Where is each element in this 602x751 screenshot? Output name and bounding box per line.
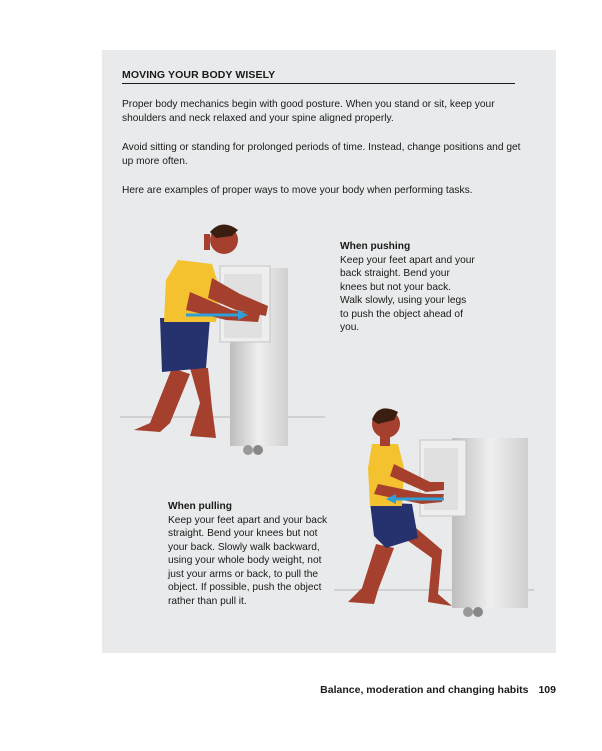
page-footer xyxy=(320,684,556,696)
pushing-text: Keep your feet apart and your back straight. Bend your knees but not your back. Walk slowly, using your legs to push the object ahead of you. xyxy=(340,254,475,333)
info-panel xyxy=(102,50,556,653)
pushing-heading: When pushing xyxy=(340,241,411,252)
pulling-caption xyxy=(168,500,328,608)
paragraph-posture: Proper body mechanics begin with good posture. When you stand or sit, keep your shoulders and neck relaxed and your spine aligned properly. xyxy=(122,99,495,124)
paragraph-positions: Avoid sitting or standing for prolonged periods of time. Instead, change positions and get up more often. xyxy=(122,142,521,167)
paragraph-examples: Here are examples of proper ways to move your body when performing tasks. xyxy=(122,185,473,196)
pushing-illustration xyxy=(120,218,325,458)
pulling-text: Keep your feet apart and your back straight. Bend your knees but not your back. Slowly walk backward, using your whole body weight, not just your arms or back, to pull the object. If possible, push the object rather than pull it. xyxy=(168,514,328,607)
pulling-heading: When pulling xyxy=(168,501,232,512)
page-number: 109 xyxy=(538,684,556,696)
pushing-caption xyxy=(340,240,475,335)
pulling-illustration xyxy=(334,398,534,628)
chapter-title: Balance, moderation and changing habits xyxy=(320,684,529,696)
section-title: MOVING YOUR BODY WISELY xyxy=(122,69,515,84)
